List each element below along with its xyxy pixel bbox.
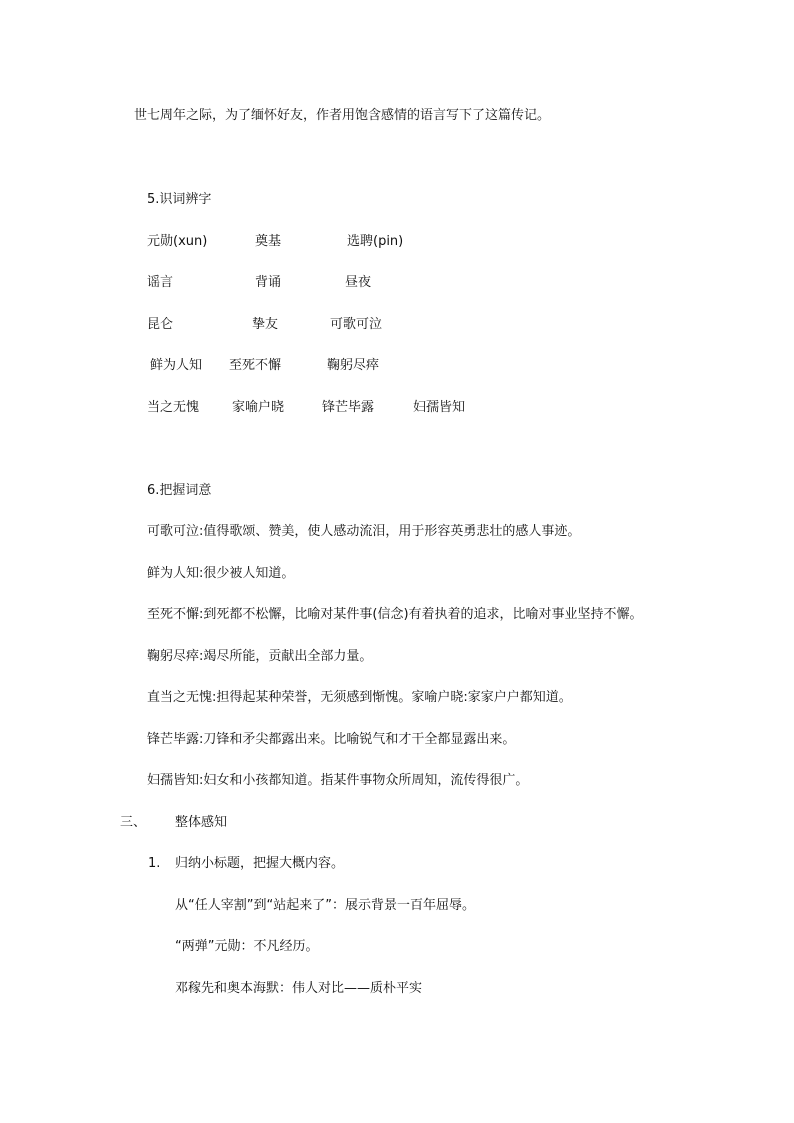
outline-item: “两弹”元勋：不凡经历。: [175, 939, 319, 954]
outline-item: 邓稼先和奥本海默：伟人对比——质朴平实: [175, 981, 423, 996]
definition-item: 妇孺皆知:妇女和小孩都知道。指某件事物众所周知，流传得很广。: [147, 773, 529, 788]
definition-item: 鲜为人知:很少被人知道。: [147, 566, 295, 581]
definition-item: 鞠躬尽瘁:竭尽所能，贡献出全部力量。: [147, 649, 373, 664]
word-cell: 至死不懈: [229, 358, 282, 373]
intro-paragraph: 世七周年之际，为了缅怀好友，作者用饱含感情的语言写下了这篇传记。: [134, 108, 551, 123]
word-cell: 可歌可泣: [330, 317, 383, 332]
word-cell: 锋芒毕露: [322, 400, 375, 415]
section-5-heading: 5.识词辨字: [147, 192, 212, 207]
word-cell: 谣言: [147, 275, 174, 290]
word-cell: 鞠躬尽瘁: [327, 358, 380, 373]
word-cell: 当之无愧: [147, 400, 200, 415]
word-cell: 家喻户晓: [232, 400, 285, 415]
section-3-title: 整体感知: [175, 815, 228, 830]
section-6-heading: 6.把握词意: [147, 483, 212, 498]
section-3-number: 三、: [120, 815, 147, 830]
definition-item: 至死不懈:到死都不松懈，比喻对某件事(信念)有着执着的追求，比喻对事业坚持不懈。: [147, 607, 643, 622]
definition-item: 可歌可泣:值得歌颂、赞美，使人感动流泪，用于形容英勇悲壮的感人事迹。: [147, 524, 581, 539]
subsection-title: 归纳小标题，把握大概内容。: [175, 856, 345, 871]
word-cell: 挚友: [252, 317, 279, 332]
word-cell: 奠基: [255, 234, 282, 249]
definition-item: 锋芒毕露:刀锋和矛尖都露出来。比喻锐气和才干全都显露出来。: [147, 732, 516, 747]
word-cell: 昆仑: [147, 317, 174, 332]
word-cell: 元勋(xun): [147, 234, 208, 249]
word-cell: 昼夜: [345, 275, 372, 290]
word-cell: 背诵: [255, 275, 282, 290]
subsection-number: 1.: [148, 856, 161, 871]
definition-item: 直当之无愧:担得起某种荣誉，无须感到惭愧。家喻户晓:家家户户都知道。: [147, 690, 572, 705]
outline-item: 从“任人宰割”到“站起来了”：展示背景一百年屈辱。: [175, 898, 475, 913]
word-cell: 妇孺皆知: [413, 400, 466, 415]
word-cell: 鲜为人知: [150, 358, 203, 373]
word-cell: 选聘(pin): [347, 234, 404, 249]
